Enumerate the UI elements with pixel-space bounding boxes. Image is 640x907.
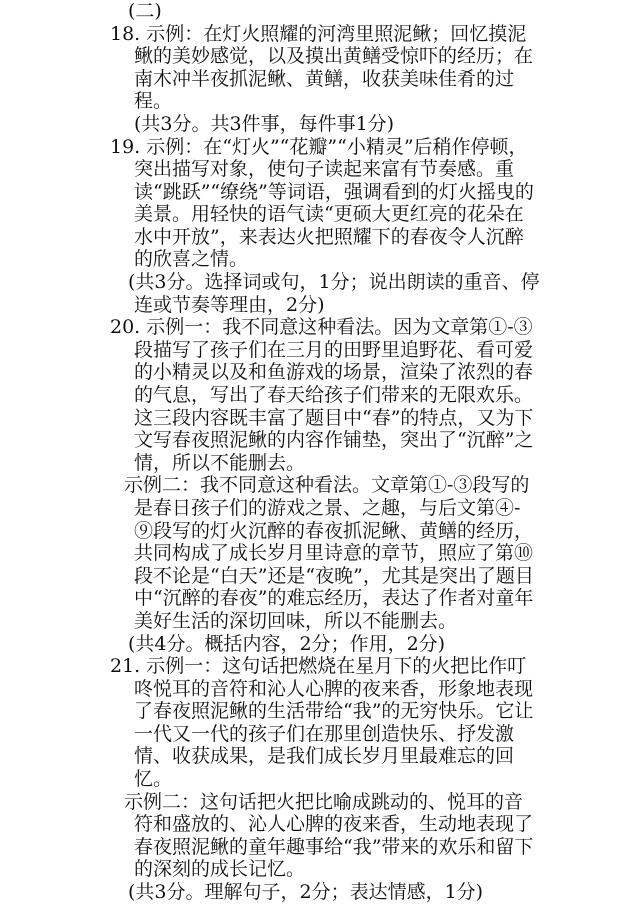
q20-line-6: 文写春夜照泥鳅的内容作铺垫，突出了“沉醉”之 <box>134 429 534 452</box>
q21-line-2: 咚悦耳的音符和沁人心脾的夜来香，形象地表现 <box>134 677 534 700</box>
q21-line-6: 忆。 <box>134 768 173 791</box>
q19-line-3: 读“跳跃”“缭绕”等词语，强调看到的灯火摇曳的 <box>134 180 534 203</box>
q21-line-1: 21. 示例一：这句话把燃烧在星月下的火把比作叮 <box>110 655 527 678</box>
q21-example2-line-2: 符和盛放的、沁人心脾的夜来香，生动地表现了 <box>134 813 534 836</box>
q18-line-2: 鳅的美妙感觉，以及摸出黄鳝受惊吓的经历；在 <box>134 45 534 68</box>
q19-line-2: 突出描写对象，使句子读起来富有节奏感。重 <box>134 158 515 181</box>
q21-line-4: 一代又一代的孩子们在那里创造快乐、抒发激 <box>134 722 515 745</box>
q20-line-2: 段描写了孩子们在三月的田野里追野花、看可爱 <box>134 338 534 361</box>
q19-score-1: (共3分。选择词或句，1分；说出朗读的重音、停 <box>128 271 540 294</box>
q20-example2-line-5: 段不论是“白天”还是“夜晚”，尤其是突出了题目 <box>134 564 534 587</box>
q21-example2-line-1: 示例二：这句话把火把比喻成跳动的、悦耳的音 <box>124 790 524 813</box>
q20-example2-line-1: 示例二：我不同意这种看法。文章第①-③段写的 <box>124 474 530 497</box>
q21-line-3: 了春夜照泥鳅的生活带给“我”的无穷快乐。它让 <box>134 700 534 723</box>
q20-line-7: 情，所以不能删去。 <box>134 451 306 474</box>
q19-line-5: 水中开放”，来表达火把照耀下的春夜令人沉醉 <box>134 225 524 248</box>
q19-line-4: 美景。用轻快的语气读“更硕大更红亮的花朵在 <box>134 203 524 226</box>
q19-line-6: 的欣喜之情。 <box>134 248 249 271</box>
q20-line-1: 20. 示例一：我不同意这种看法。因为文章第①-③ <box>110 316 533 339</box>
q20-example2-line-4: 共同构成了成长岁月里诗意的章节，照应了第⑩ <box>134 542 534 565</box>
q21-score: (共3分。理解句子，2分；表达情感，1分) <box>128 881 484 903</box>
q19-line-1: 19. 示例：在“灯火”“花瓣”“小精灵”后稍作停顿， <box>110 135 528 158</box>
q18-line-4: 程。 <box>134 90 173 113</box>
q19-score-2: 连或节奏等理由，2分) <box>134 293 325 316</box>
q21-example2-line-3: 春夜照泥鳅的童年趣事给“我”带来的欢乐和留下 <box>134 835 534 858</box>
q20-example2-line-2: 是春日孩子们的游戏之景、之趣，与后文第④- <box>134 496 521 519</box>
q18-score: (共3分。共3件事，每件事1分) <box>134 112 395 135</box>
section-heading: (二) <box>128 0 162 22</box>
q20-line-4: 的气息，写出了春天给孩子们带来的无限欢乐。 <box>134 384 534 407</box>
q20-example2-line-6: 中“沉醉的春夜”的难忘经历，表达了作者对童年 <box>134 587 534 610</box>
q20-example2-line-7: 美好生活的深切回味，所以不能删去。 <box>134 609 458 632</box>
q20-line-5: 这三段内容既丰富了题目中“春”的特点，又为下 <box>134 406 534 429</box>
q20-line-3: 的小精灵以及和鱼游戏的场景，渲染了浓烈的春 <box>134 361 534 384</box>
q21-example2-line-4: 的深刻的成长记忆。 <box>134 858 306 881</box>
q18-line-1: 18. 示例：在灯火照耀的河湾里照泥鳅；回忆摸泥 <box>110 22 527 45</box>
q20-score: (共4分。概括内容，2分；作用，2分) <box>128 632 446 655</box>
q21-line-5: 情、收获成果，是我们成长岁月里最难忘的回 <box>134 745 515 768</box>
q18-line-3: 南木冲半夜抓泥鳅、黄鳝，收获美味佳肴的过 <box>134 67 515 90</box>
q20-example2-line-3: ⑨段写的灯火沉醉的春夜抓泥鳅、黄鳝的经历， <box>134 519 534 542</box>
